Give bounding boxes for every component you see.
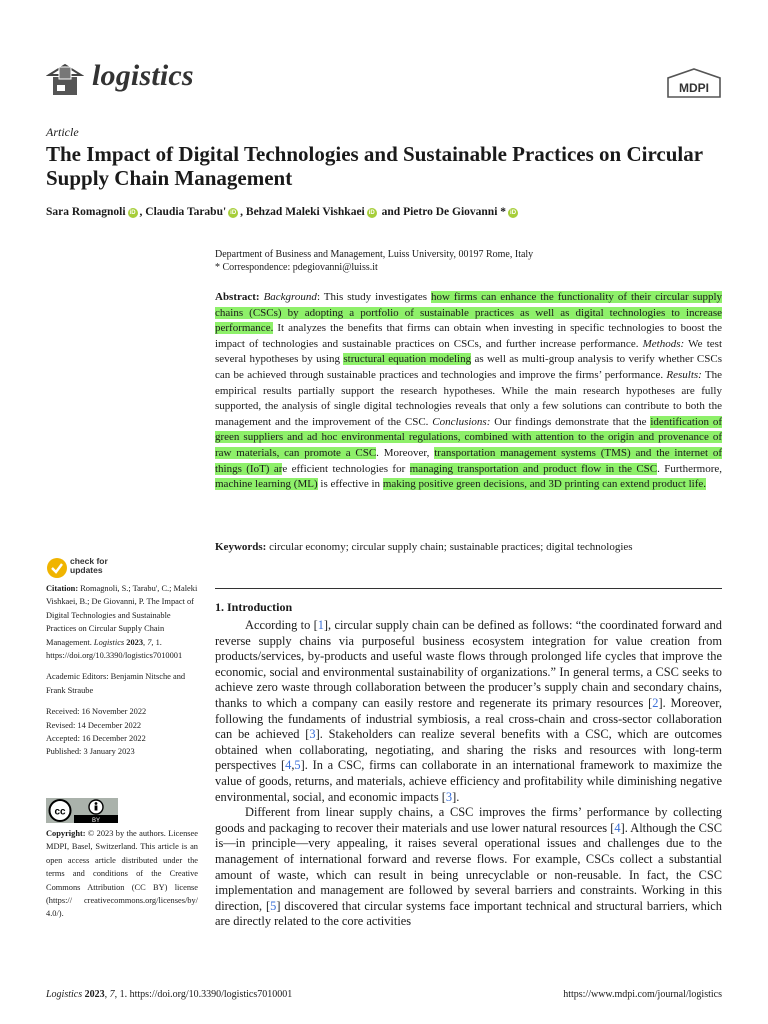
svg-text:cc: cc	[54, 806, 66, 818]
text-run: Different from linear supply chains, a CSC improves the firms’ performance by collecting goods and packaging to recover their materials and use lower natural resources [	[215, 805, 722, 835]
text-run: . Furthermore,	[657, 462, 722, 475]
affiliation: Department of Business and Management, Luiss University, 00197 Rome, Italy	[215, 249, 534, 260]
highlighted-text: structural equation modeling	[343, 353, 472, 366]
highlighted-text: identification of green suppliers and ad hoc environmental regulations, combined with attention to the origin and provenance of raw materials, can promote a CSC	[215, 415, 723, 459]
highlighted-text: how firms can enhance the functionality of their circular supply chains (CSCs) by adopting a portfolio of sustainable practices as well as digital technologies to increase performance.	[215, 291, 723, 335]
text-run: is effective in	[317, 478, 383, 491]
text-run: ]. In a CSC, firms can collaborate in an international framework to maximize the value of goods, returns, and materials, achieve efficiency and profitability while diminishing negative environmental, social, and economic impacts [	[215, 758, 723, 804]
orcid-icon[interactable]: iD	[510, 210, 517, 216]
keywords-label: Keywords:	[215, 541, 267, 553]
section-divider	[215, 588, 722, 589]
text-run: According to [	[245, 618, 318, 632]
footer-citation: Logistics 2023, 7, 1. https://doi.org/10.3390/logistics7010001	[46, 989, 293, 1000]
keywords	[215, 541, 722, 553]
reference-link[interactable]: 4	[285, 758, 292, 773]
keywords-text: circular economy; circular supply chain; sustainable practices; digital technologies	[266, 541, 633, 553]
affiliation-block	[215, 248, 735, 274]
text-run: . Moreover,	[376, 446, 435, 459]
check-updates-label: check for updates	[70, 556, 108, 575]
reference-link[interactable]: 2	[652, 695, 659, 710]
text-run: ].	[452, 789, 460, 804]
introduction-body	[215, 618, 722, 930]
journal-url-link[interactable]: https://www.mdpi.com/journal/logistics	[563, 989, 722, 1000]
copyright-notice: Copyright: © 2023 by the authors. Licensee MDPI, Basel, Switzerland. This article is an open access article distributed under the terms and conditions of the Creative Commons Attribution (CC BY) license (https:// creativecommons.org/licenses/by/ 4.0/).	[46, 829, 198, 919]
received-date: Received: 16 November 2022	[46, 707, 147, 717]
reference-link[interactable]: 1	[317, 618, 324, 632]
body-paragraph	[215, 618, 722, 805]
orcid-icon[interactable]: iD	[230, 210, 237, 216]
reference-link[interactable]: 5	[294, 758, 301, 773]
journal-name: logistics	[92, 59, 194, 92]
text-run: as well as multi-group analysis to verify whether CSCs can be achieved through sustainable practices and technologies and improve the firms’ performance.	[215, 353, 722, 381]
text-run: Our findings demonstrate that the	[490, 415, 651, 428]
cc-by-label: BY	[91, 818, 101, 823]
citation: Citation: Romagnoli, S.; Tarabu', C.; Maleki Vishkaei, B.; De Giovanni, P. The Impact of Digital Technologies and Sustainable Practices on Circular Supply Chain Management. Logistics 2023, 7, 1. https://doi.org/10.3390/logistics7010001	[46, 584, 198, 661]
reference-link[interactable]: 3	[309, 727, 316, 742]
section-heading: 1. Introduction	[215, 600, 293, 614]
correspondence: * Correspondence: pdegiovanni@luiss.it	[215, 262, 378, 273]
text-run: The empirical results partially support the research hypotheses. While the main research hypotheses are fully supported, the analysis of single digital technologies reveals that only a few solutions can contribute to both the management and the improvement of the CSC.	[215, 368, 723, 428]
abstract-label: Abstract:	[215, 291, 260, 303]
reference-link[interactable]: 3	[445, 789, 453, 804]
author-name[interactable]: Behzad Maleki Vishkaei	[245, 206, 365, 218]
body-paragraph	[215, 805, 722, 930]
text-run: e efficient technologies for	[282, 462, 410, 475]
highlighted-text: machine learning (ML)	[215, 478, 318, 491]
inline-heading: Methods:	[642, 337, 685, 350]
text-run: : This study investigates	[316, 291, 431, 303]
citation-doi-link[interactable]: , 1. https://doi.org/10.3390/logistics7010001	[46, 637, 183, 661]
text-run: ]. Moreover, following the fundaments of industrial symbiosis, a real cross-chain and cross-sector collaboration can be achieved [	[215, 695, 723, 742]
inline-heading: Background	[263, 291, 317, 303]
text-run: ]. Stakeholders can realize several benefits with a CSC, which are outcomes obtained when collaborating, negotiating, and sharing the risks and resources with long-term perspectives [	[215, 727, 722, 773]
published-date: Published: 3 January 2023	[46, 747, 135, 757]
highlighted-text: managing transportation and product flow in the CSC	[409, 462, 658, 475]
author-name[interactable]: Pietro De Giovanni *	[403, 206, 507, 218]
text-run: It analyzes the benefits that firms can obtain when investing in specific technologies to boost the impact of technologies and sustainable practices on CSCs, and further increase performance.	[215, 322, 722, 350]
article-info-sidebar	[46, 582, 198, 759]
accepted-date: Accepted: 16 December 2022	[46, 734, 146, 744]
orcid-icon[interactable]: iD	[368, 210, 375, 216]
author-list: Sara Romagnoli iD , Claudia Tarabu' iD , Behzad Maleki Vishkaei iD and Pietro De Giovanni * iD	[46, 206, 517, 218]
highlighted-text: making positive green decisions, and 3D printing can extend product life.	[382, 478, 707, 491]
text-run: ,	[291, 758, 295, 773]
article-title: The Impact of Digital Technologies and Sustainable Practices on Circular Supply Chain Management	[46, 142, 703, 190]
author-name[interactable]: Claudia Tarabu'	[145, 206, 227, 218]
highlighted-text: transportation management systems (TMS) and the internet of things (IoT) ar	[215, 446, 722, 475]
text-run: We test several hypotheses by using	[215, 337, 722, 366]
journal-logo-icon	[46, 61, 84, 99]
inline-heading: Results:	[666, 368, 702, 381]
footer-doi-link[interactable]: , 1. https://doi.org/10.3390/logistics7010001	[114, 989, 293, 1000]
academic-editors: Academic Editors: Benjamin Nitsche and Frank Straube	[46, 672, 186, 695]
text-run: ] discovered that circular systems face important technical and structural barriers, which are directly related to the core activities	[215, 898, 722, 929]
orcid-icon[interactable]: iD	[129, 210, 136, 216]
reference-link[interactable]: 5	[270, 898, 277, 913]
article-type: Article	[46, 125, 79, 139]
revised-date: Revised: 14 December 2022	[46, 720, 142, 730]
check-for-updates-button[interactable]	[46, 556, 136, 580]
publisher-name: MDPI	[679, 81, 709, 95]
text-run: ]. Although the CSC is—in principle—very appealing, it raises several operational issues and challenges due to the management of international forward and reverse flows. For example, CSCs collect a substantial amount of waste, which can result in being unrecyclable or non-reusable. In fact, the CSC implementation and management are followed by several barriers and constraints. Working in this direction, [	[215, 820, 722, 913]
abstract-text	[215, 291, 722, 490]
cc-by-license-icon[interactable]	[46, 798, 118, 823]
author-name[interactable]: Sara Romagnoli	[46, 206, 126, 218]
reference-link[interactable]: 4	[614, 820, 621, 835]
text-run: ], circular supply chain can be defined as follows: “the coordinated forward and reverse supply chains via purposeful business ecosystem integration for value creation from products/services, by-products and useful waste flows through prolonged life cycles that improve the economic, social and environmental sustainability of organizations.” In general terms, a CSC seeks to achieve zero waste through collaboration between the producer’s supply chain and secondary chains, thanks to which a company can easily restore and regenerate its primary resources [	[215, 618, 722, 710]
mdpi-logo[interactable]	[666, 68, 722, 98]
inline-heading: Conclusions:	[432, 415, 491, 428]
abstract	[215, 290, 722, 493]
